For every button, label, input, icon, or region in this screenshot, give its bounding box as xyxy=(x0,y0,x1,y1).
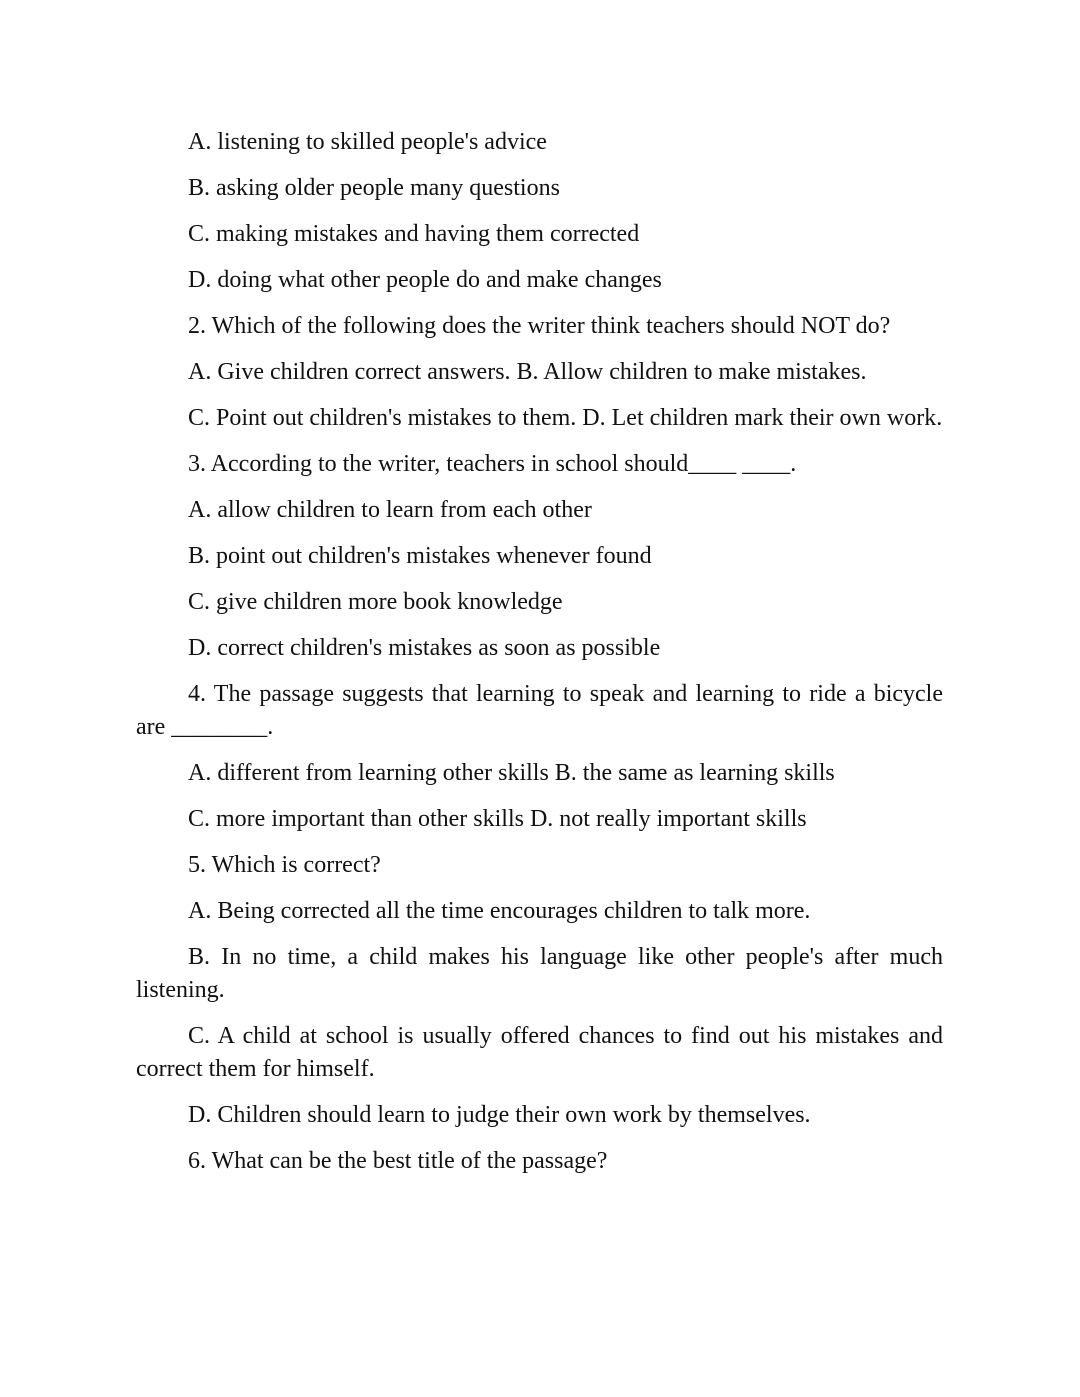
option-1d: D. doing what other people do and make changes xyxy=(188,267,662,293)
question-3: 3. According to the writer, teachers in school should____ ____. xyxy=(188,451,797,477)
option-5a: A. Being corrected all the time encourages children to talk more. xyxy=(188,898,811,924)
question-6: 6. What can be the best title of the passage? xyxy=(188,1148,608,1174)
document-body xyxy=(136,126,943,1191)
option-1b: B. asking older people many questions xyxy=(188,175,560,201)
option-3a: A. allow children to learn from each other xyxy=(188,497,592,523)
option-1a: A. listening to skilled people's advice xyxy=(188,129,547,155)
question-4: 4. The passage suggests that learning to speak and learning to ride a bicycle are ________. xyxy=(136,681,943,740)
options-4cd: C. more important than other skills D. not really important skills xyxy=(188,806,807,832)
option-3b: B. point out children's mistakes whenever found xyxy=(188,543,652,569)
options-2cd: C. Point out children's mistakes to them. D. Let children mark their own work. xyxy=(188,405,943,431)
option-5b: B. In no time, a child makes his language like other people's after much listening. xyxy=(136,944,943,1003)
options-2ab: A. Give children correct answers. B. Allow children to make mistakes. xyxy=(188,359,867,385)
question-5: 5. Which is correct? xyxy=(188,852,381,878)
option-1c: C. making mistakes and having them corrected xyxy=(188,221,640,247)
option-5c: C. A child at school is usually offered chances to find out his mistakes and correct them for himself. xyxy=(136,1023,943,1082)
question-2: 2. Which of the following does the writer think teachers should NOT do? xyxy=(188,313,891,339)
option-3d: D. correct children's mistakes as soon as possible xyxy=(188,635,661,661)
option-3c: C. give children more book knowledge xyxy=(188,589,563,615)
options-4ab: A. different from learning other skills B. the same as learning skills xyxy=(188,760,835,786)
option-5d: D. Children should learn to judge their own work by themselves. xyxy=(188,1102,811,1128)
